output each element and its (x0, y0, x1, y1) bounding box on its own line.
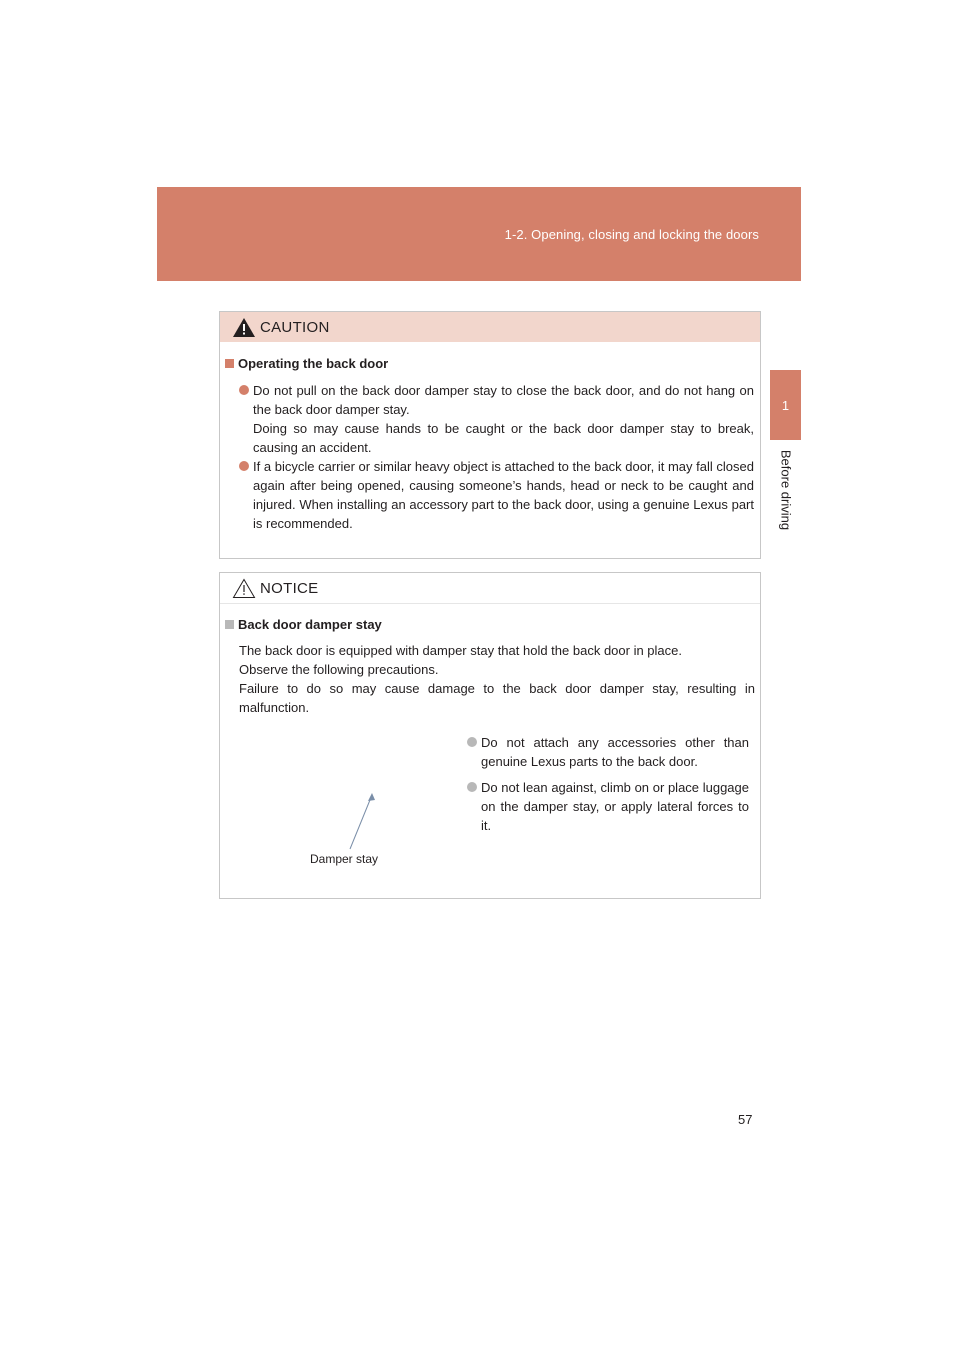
notice-paragraph-line-3: Failure to do so may cause damage to the back door damper stay, resulting in malfunction. (239, 681, 755, 715)
notice-paragraph-line-2: Observe the following precautions. (239, 662, 439, 677)
section-title: 1-2. Opening, closing and locking the doors (504, 227, 759, 242)
notice-bullet-1 (481, 733, 749, 771)
caution-box (219, 311, 761, 559)
notice-bullet-2-text: Do not lean against, climb on or place luggage on the damper stay, or apply lateral forces to it. (481, 780, 749, 833)
callout-line (340, 783, 380, 853)
damper-stay-label: Damper stay (310, 852, 379, 866)
bullet-icon (239, 461, 249, 471)
notice-box (219, 572, 761, 899)
notice-paragraph (239, 641, 755, 717)
caution-section-heading (225, 356, 388, 371)
caution-bullet-2 (253, 457, 754, 533)
notice-bullet-1-text: Do not attach any accessories other than genuine Lexus parts to the back door. (481, 735, 749, 769)
chapter-tab (770, 370, 801, 440)
page-number: 57 (738, 1112, 753, 1127)
warning-icon (232, 317, 256, 338)
notice-section-heading (225, 617, 382, 632)
notice-header (220, 573, 760, 604)
notice-title: NOTICE (260, 580, 319, 597)
caution-bullet-1-detail: Doing so may cause hands to be caught or the back door damper stay to break, causing an accident. (253, 421, 754, 455)
chapter-header (157, 187, 801, 281)
bullet-icon (467, 737, 477, 747)
caution-bullet-2-text: If a bicycle carrier or similar heavy object is attached to the back door, it may fall closed again after being opened, causing someone’s hands, head or neck to be caught and injured. When installing an accessory part to the back door, using a genuine Lexus part is recommended. (253, 459, 754, 531)
bullet-icon (239, 385, 249, 395)
caution-bullet-1-text: Do not pull on the back door damper stay to close the back door, and do not hang on the back door damper stay. (253, 383, 754, 417)
notice-section-title: Back door damper stay (238, 617, 382, 632)
square-bullet-icon (225, 620, 234, 629)
notice-warning-icon (232, 578, 256, 599)
caution-bullet-1 (253, 381, 754, 457)
chapter-label: Before driving (778, 449, 794, 531)
caution-title: CAUTION (260, 319, 330, 336)
chapter-number: 1 (781, 397, 790, 413)
notice-bullet-2 (481, 778, 749, 835)
notice-paragraph-line-1: The back door is equipped with damper stay that hold the back door in place. (239, 643, 682, 658)
caution-header (220, 312, 760, 342)
bullet-icon (467, 782, 477, 792)
caution-section-title: Operating the back door (238, 356, 389, 371)
square-bullet-icon (225, 359, 234, 368)
